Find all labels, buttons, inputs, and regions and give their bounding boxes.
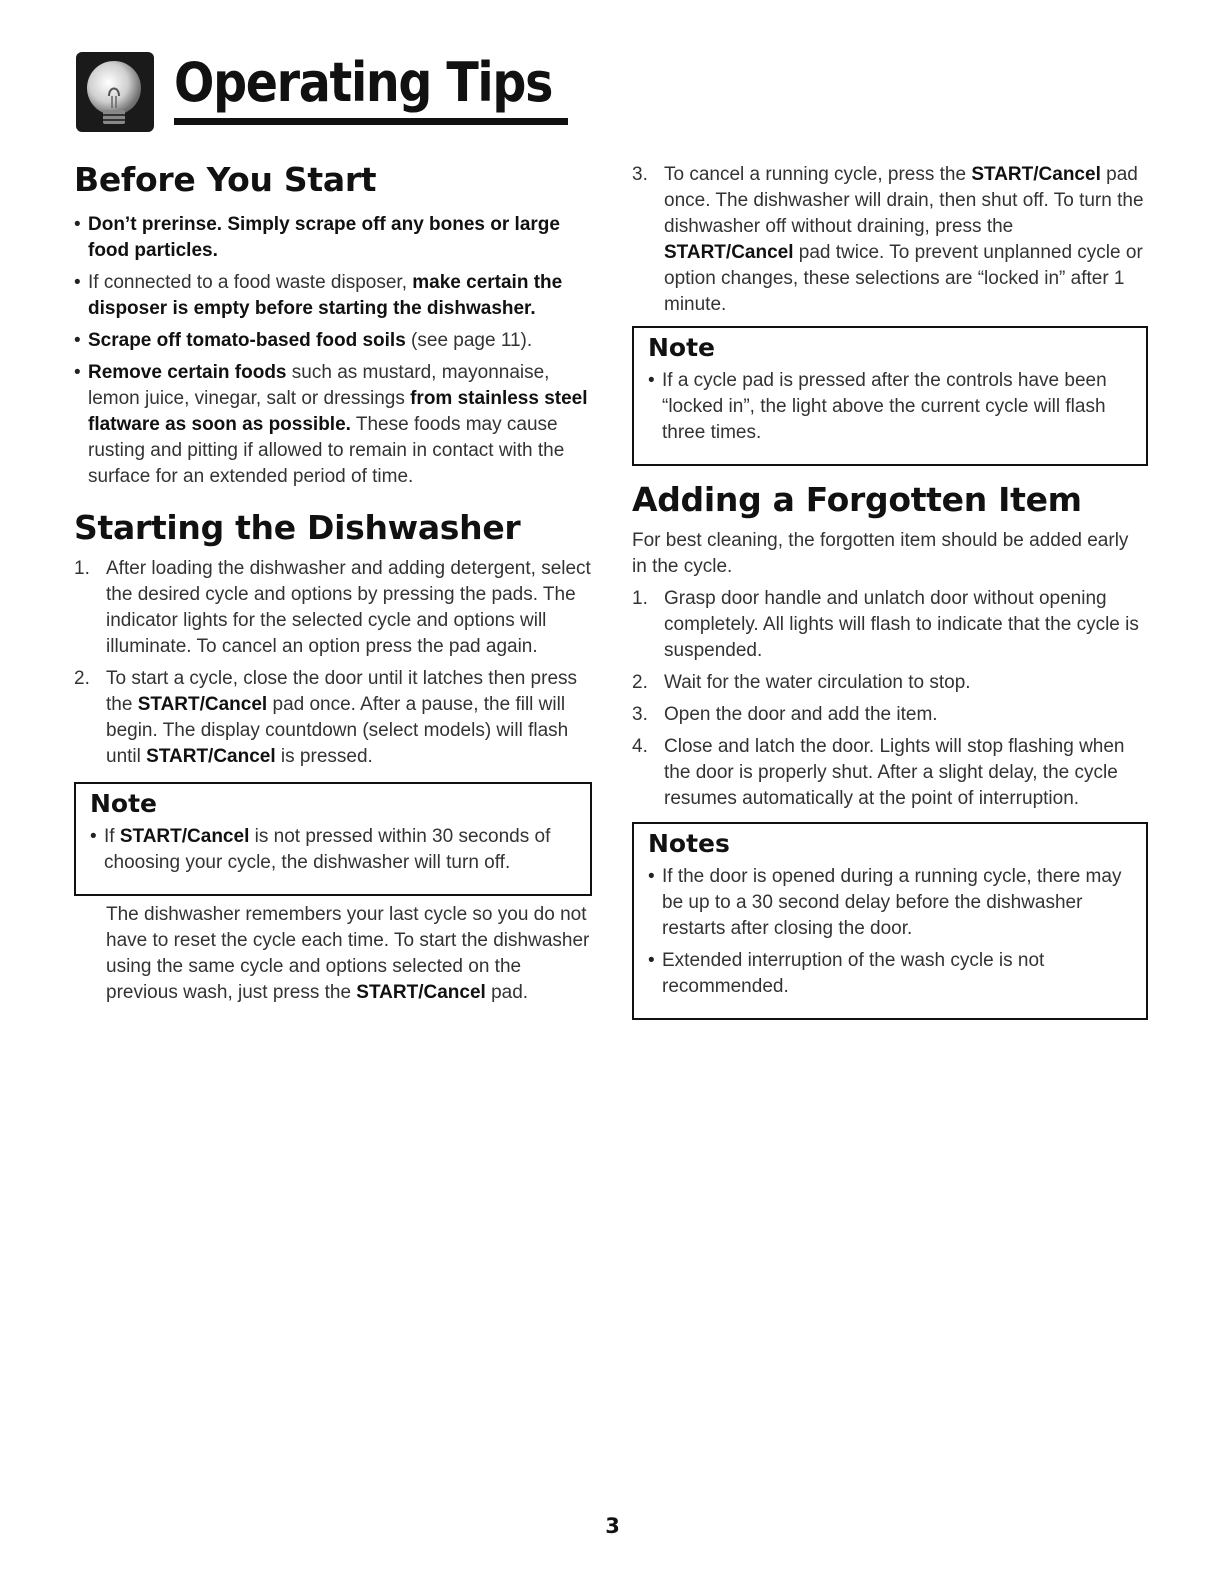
page-number: 3 xyxy=(605,1514,620,1538)
list-item xyxy=(632,162,1148,318)
step-number: 1. xyxy=(632,588,648,609)
section-title-starting-dishwasher: Starting the Dishwasher xyxy=(74,508,521,547)
bold-text: make certain the disposer is empty before starting the dishwasher. xyxy=(88,272,563,319)
text: such as mustard, mayonnaise, lemon juice, vinegar, salt or dressings xyxy=(88,362,550,409)
note-title: Note xyxy=(90,789,158,818)
bold-text: START/Cancel xyxy=(137,694,268,715)
starting-steps-list xyxy=(74,556,592,770)
adding-intro: For best cleaning, the forgotten item should be added early in the cycle. xyxy=(632,530,1129,577)
text: Wait for the water circulation to stop. xyxy=(664,672,971,693)
bold-text: START/Cancel xyxy=(664,242,794,263)
text: If connected to a food waste disposer, xyxy=(88,272,413,293)
list-item xyxy=(74,666,592,770)
note-title: Notes xyxy=(648,829,730,858)
step-number: 3. xyxy=(632,704,648,725)
list-item xyxy=(632,734,1148,812)
text: To start a cycle, close the door until it latches then press the xyxy=(106,668,578,715)
text: Close and latch the door. Lights will stop flashing when the door is properly shut. After a slight delay, the cycle resumes automatically at the point of interruption. xyxy=(664,736,1125,809)
bold-text: START/Cancel xyxy=(971,164,1101,185)
text: If xyxy=(104,826,120,847)
step-number: 2. xyxy=(74,668,90,689)
text: is pressed. xyxy=(275,746,373,767)
section-title-before-you-start: Before You Start xyxy=(74,160,377,199)
step-number: 3. xyxy=(632,164,648,185)
bold-text: from stainless steel flatware as soon as possible. xyxy=(88,388,588,435)
text: Extended interruption of the wash cycle is not recommended. xyxy=(662,950,1045,997)
list-item xyxy=(74,556,592,660)
text: If a cycle pad is pressed after the controls have been “locked in”, the light above the current cycle will flash three times. xyxy=(662,370,1107,443)
list-item xyxy=(648,948,1132,1000)
bold-text: START/Cancel xyxy=(146,746,276,767)
text: (see page 11). xyxy=(405,330,533,351)
bold-text: START/Cancel xyxy=(356,982,486,1003)
note-title: Note xyxy=(648,333,716,362)
adding-steps-list xyxy=(632,586,1148,812)
text: pad once. The dishwasher will drain, then shut off. To turn the dishwasher off without draining, press the xyxy=(664,164,1144,237)
list-item xyxy=(648,368,1132,446)
note-list xyxy=(648,864,1132,1000)
before-you-start-list xyxy=(74,212,592,490)
list-item xyxy=(648,864,1132,942)
lightbulb-icon xyxy=(76,52,154,132)
text: The dishwasher remembers your last cycle so you do not have to reset the cycle each time. To start the dishwasher using the same cycle and options selected on the previous wash, just press the xyxy=(106,904,590,1003)
right-column xyxy=(632,158,1148,1020)
text: pad twice. To prevent unplanned cycle or option changes, these selections are “locked in” after 1 minute. xyxy=(664,242,1143,315)
list-item xyxy=(632,586,1148,664)
list-item xyxy=(74,360,592,490)
notes-box-door xyxy=(632,822,1148,1020)
list-item xyxy=(90,824,576,876)
text: Grasp door handle and unlatch door without opening completely. All lights will flash to indicate that the cycle is suspended. xyxy=(664,588,1139,661)
bold-text: START/Cancel xyxy=(119,826,250,847)
note-list xyxy=(648,368,1132,446)
text: pad once. After a pause, the fill will begin. The display countdown (select models) will flash until xyxy=(106,694,569,767)
cancel-step-list xyxy=(632,162,1148,318)
bold-text: Don’t prerinse. Simply scrape off any bones or large food particles. xyxy=(88,214,560,261)
bold-text: Remove certain foods xyxy=(88,362,287,383)
page-title: Operating Tips xyxy=(174,51,553,114)
list-item xyxy=(632,670,1148,696)
list-item xyxy=(74,212,592,264)
left-column xyxy=(74,158,592,1006)
section-title-adding-forgotten-item: Adding a Forgotten Item xyxy=(632,480,1082,519)
text: To cancel a running cycle, press the xyxy=(664,164,972,185)
bold-text: Scrape off tomato-based food soils xyxy=(88,330,406,351)
text: After loading the dishwasher and adding detergent, select the desired cycle and options by pressing the pads. The indicator lights for the selected cycle and options will illuminate. To cancel an option press the pad again. xyxy=(106,558,591,657)
text: is not pressed within 30 seconds of choosing your cycle, the dishwasher will turn off. xyxy=(104,826,551,873)
text: If the door is opened during a running cycle, there may be up to a 30 second delay before the dishwasher restarts after closing the door. xyxy=(662,866,1122,939)
step-number: 2. xyxy=(632,672,648,693)
note-list xyxy=(90,824,576,876)
title-underline xyxy=(174,118,568,125)
list-item xyxy=(632,702,1148,728)
text: These foods may cause rusting and pitting if allowed to remain in contact with the surface for an extended period of time. xyxy=(88,414,565,487)
step-number: 1. xyxy=(74,558,90,579)
text: pad. xyxy=(485,982,529,1003)
note-box-locked-in xyxy=(632,326,1148,466)
list-item xyxy=(74,328,592,354)
list-item xyxy=(74,270,592,322)
text: Open the door and add the item. xyxy=(664,704,938,725)
note-box-start-cancel xyxy=(74,782,592,896)
remember-paragraph xyxy=(106,902,592,1006)
step-number: 4. xyxy=(632,736,648,757)
